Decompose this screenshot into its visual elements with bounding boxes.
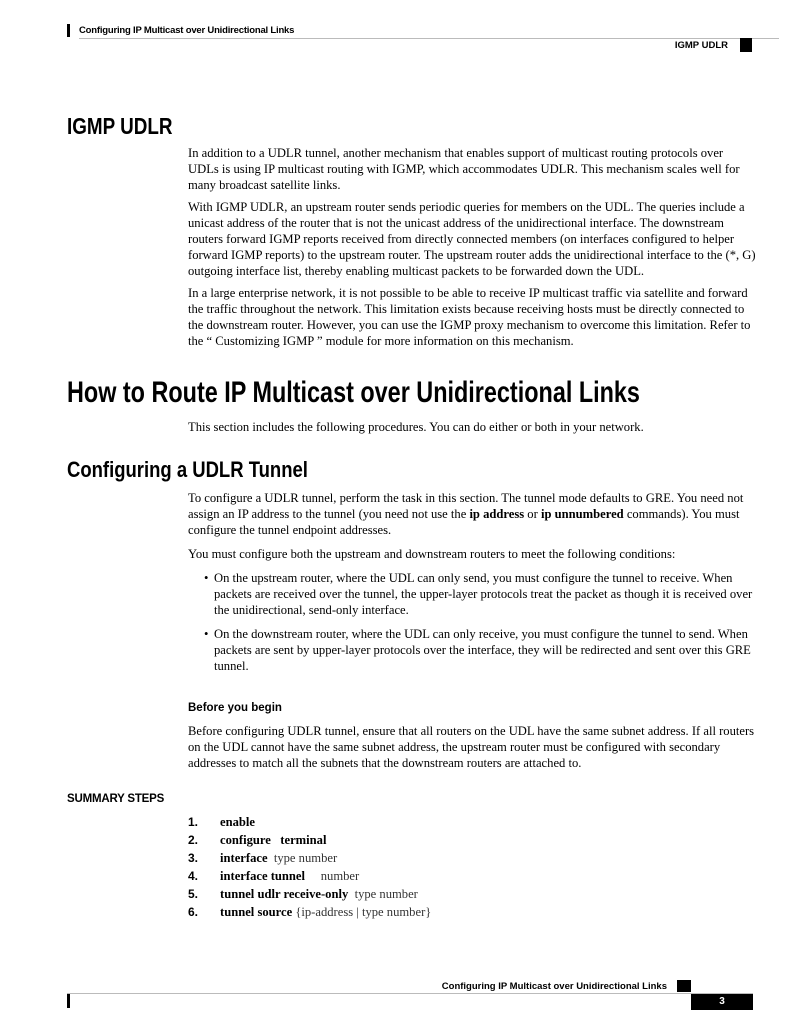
command-keyword: tunnel source [220, 905, 293, 919]
paragraph-text: In addition to a UDLR tunnel, another mechanism that enables support of multicast routing protocols over UDLs is using IP multicast routing with IGMP, which accommodates UDLR. This mechanism scales well for many broadcast satellite links. [188, 146, 740, 192]
igmp-udlr-paragraph-1 [188, 145, 756, 193]
how-to-intro [188, 419, 756, 435]
footer-page-number: 3 [691, 994, 753, 1010]
bullet-text: On the upstream router, where the UDL can only send, you must configure the tunnel to receive. When packets are received over the tunnel, the upper-layer protocols treat the packet as though it is received over the unidirectional, send-only interface. [214, 571, 753, 617]
header-marker [740, 38, 752, 52]
before-you-begin-heading: Before you begin [188, 702, 282, 714]
step-number: 2. [188, 833, 199, 847]
header-bar [67, 24, 70, 37]
command-argument: {ip-address | type number} [292, 905, 432, 919]
step-command [220, 887, 418, 902]
step-number: 5. [188, 887, 199, 901]
command-keyword: tunnel udlr receive-only [220, 887, 349, 901]
configuring-paragraph-2 [188, 546, 756, 562]
section-heading-how-to: How to Route IP Multicast over Unidirectional Links [67, 376, 640, 409]
paragraph-text: Before configuring UDLR tunnel, ensure that all routers on the UDL have the same subnet address. If all routers on the UDL cannot have the same subnet address, the upstream router must be configured with secondary addresses to match all the subnets that the downstream routers are attached to. [188, 724, 755, 770]
command-keyword: configure terminal [220, 833, 327, 847]
paragraph-text: With IGMP UDLR, an upstream router sends periodic queries for members on the UDL. The queries include a unicast address of the router that is not the unicast address of the unidirectional interface. The downstream routers forward IGMP reports received from directly connected members (on interfaces configured to helper forward IGMP reports) to the upstream router. The upstream router adds the unidirectional interface to the (*, G) outgoing interface list, thereby enabling multicast packets to be forwarded down the UDL. [188, 200, 756, 278]
paragraph-text: You must configure both the upstream and downstream routers to meet the following conditions: [188, 547, 676, 561]
section-heading-igmp-udlr: IGMP UDLR [67, 113, 173, 139]
before-you-begin-text [188, 723, 756, 771]
step-number: 1. [188, 815, 199, 829]
step-command [220, 851, 337, 866]
step-command [220, 833, 326, 848]
command-argument: type number [348, 887, 418, 901]
step-number: 6. [188, 905, 199, 919]
footer-bar [67, 994, 70, 1008]
step-number: 3. [188, 851, 199, 865]
command-keyword: interface [220, 851, 268, 865]
paragraph-text [188, 490, 756, 538]
summary-steps-heading: SUMMARY STEPS [67, 793, 165, 805]
header-rule [79, 38, 779, 39]
step-number: 4. [188, 869, 199, 883]
command-keyword: enable [220, 815, 255, 829]
keyword-ip-unnumbered: ip unnumbered [540, 507, 624, 521]
text-run: or [524, 507, 541, 521]
configuring-paragraph-1 [188, 490, 756, 538]
header-chapter-title: Configuring IP Multicast over Unidirectional Links [79, 25, 295, 36]
bullet-item-downstream [204, 626, 756, 674]
text-run: To configure a UDLR tunnel, perform the task in this section. The tunnel mode defaults to GRE. You need not assign an IP address to the tunnel (you need not use the [188, 491, 744, 521]
step-command [220, 815, 255, 830]
bullet-item-upstream [204, 570, 756, 618]
section-heading-configuring-udlr-tunnel: Configuring a UDLR Tunnel [67, 457, 308, 482]
footer-marker [677, 980, 691, 992]
bullet-text: On the downstream router, where the UDL can only receive, you must configure the tunnel to send. When packets are sent by upper-layer protocols over the interface, they will be redirected and sent over this GRE tunnel. [214, 627, 751, 673]
footer-chapter-title: Configuring IP Multicast over Unidirectional Links [441, 981, 667, 992]
text-run: commands). You must configure the tunnel endpoint addresses. [188, 507, 740, 537]
footer-rule [67, 993, 753, 994]
bullet-icon: • [204, 571, 209, 585]
step-command [220, 869, 359, 884]
bullet-icon: • [204, 627, 209, 641]
command-argument: type number [267, 851, 338, 865]
igmp-udlr-paragraph-2 [188, 199, 756, 279]
keyword-ip-address: ip address [469, 507, 525, 521]
step-command [220, 905, 431, 920]
command-argument: number [305, 869, 360, 883]
paragraph-text: This section includes the following procedures. You can do either or both in your network. [188, 420, 644, 434]
header-section-label: IGMP UDLR [674, 40, 728, 51]
igmp-udlr-paragraph-3 [188, 285, 756, 349]
paragraph-text: In a large enterprise network, it is not possible to be able to receive IP multicast traffic via satellite and forward the traffic throughout the network. This limitation exists because receiving hosts must be directly connected to the downstream router. However, you can use the IGMP proxy mechanism to overcome this limitation. Refer to the “ Customizing IGMP ” module for more information on this mechanism. [188, 286, 751, 348]
command-keyword: interface tunnel [220, 869, 305, 883]
